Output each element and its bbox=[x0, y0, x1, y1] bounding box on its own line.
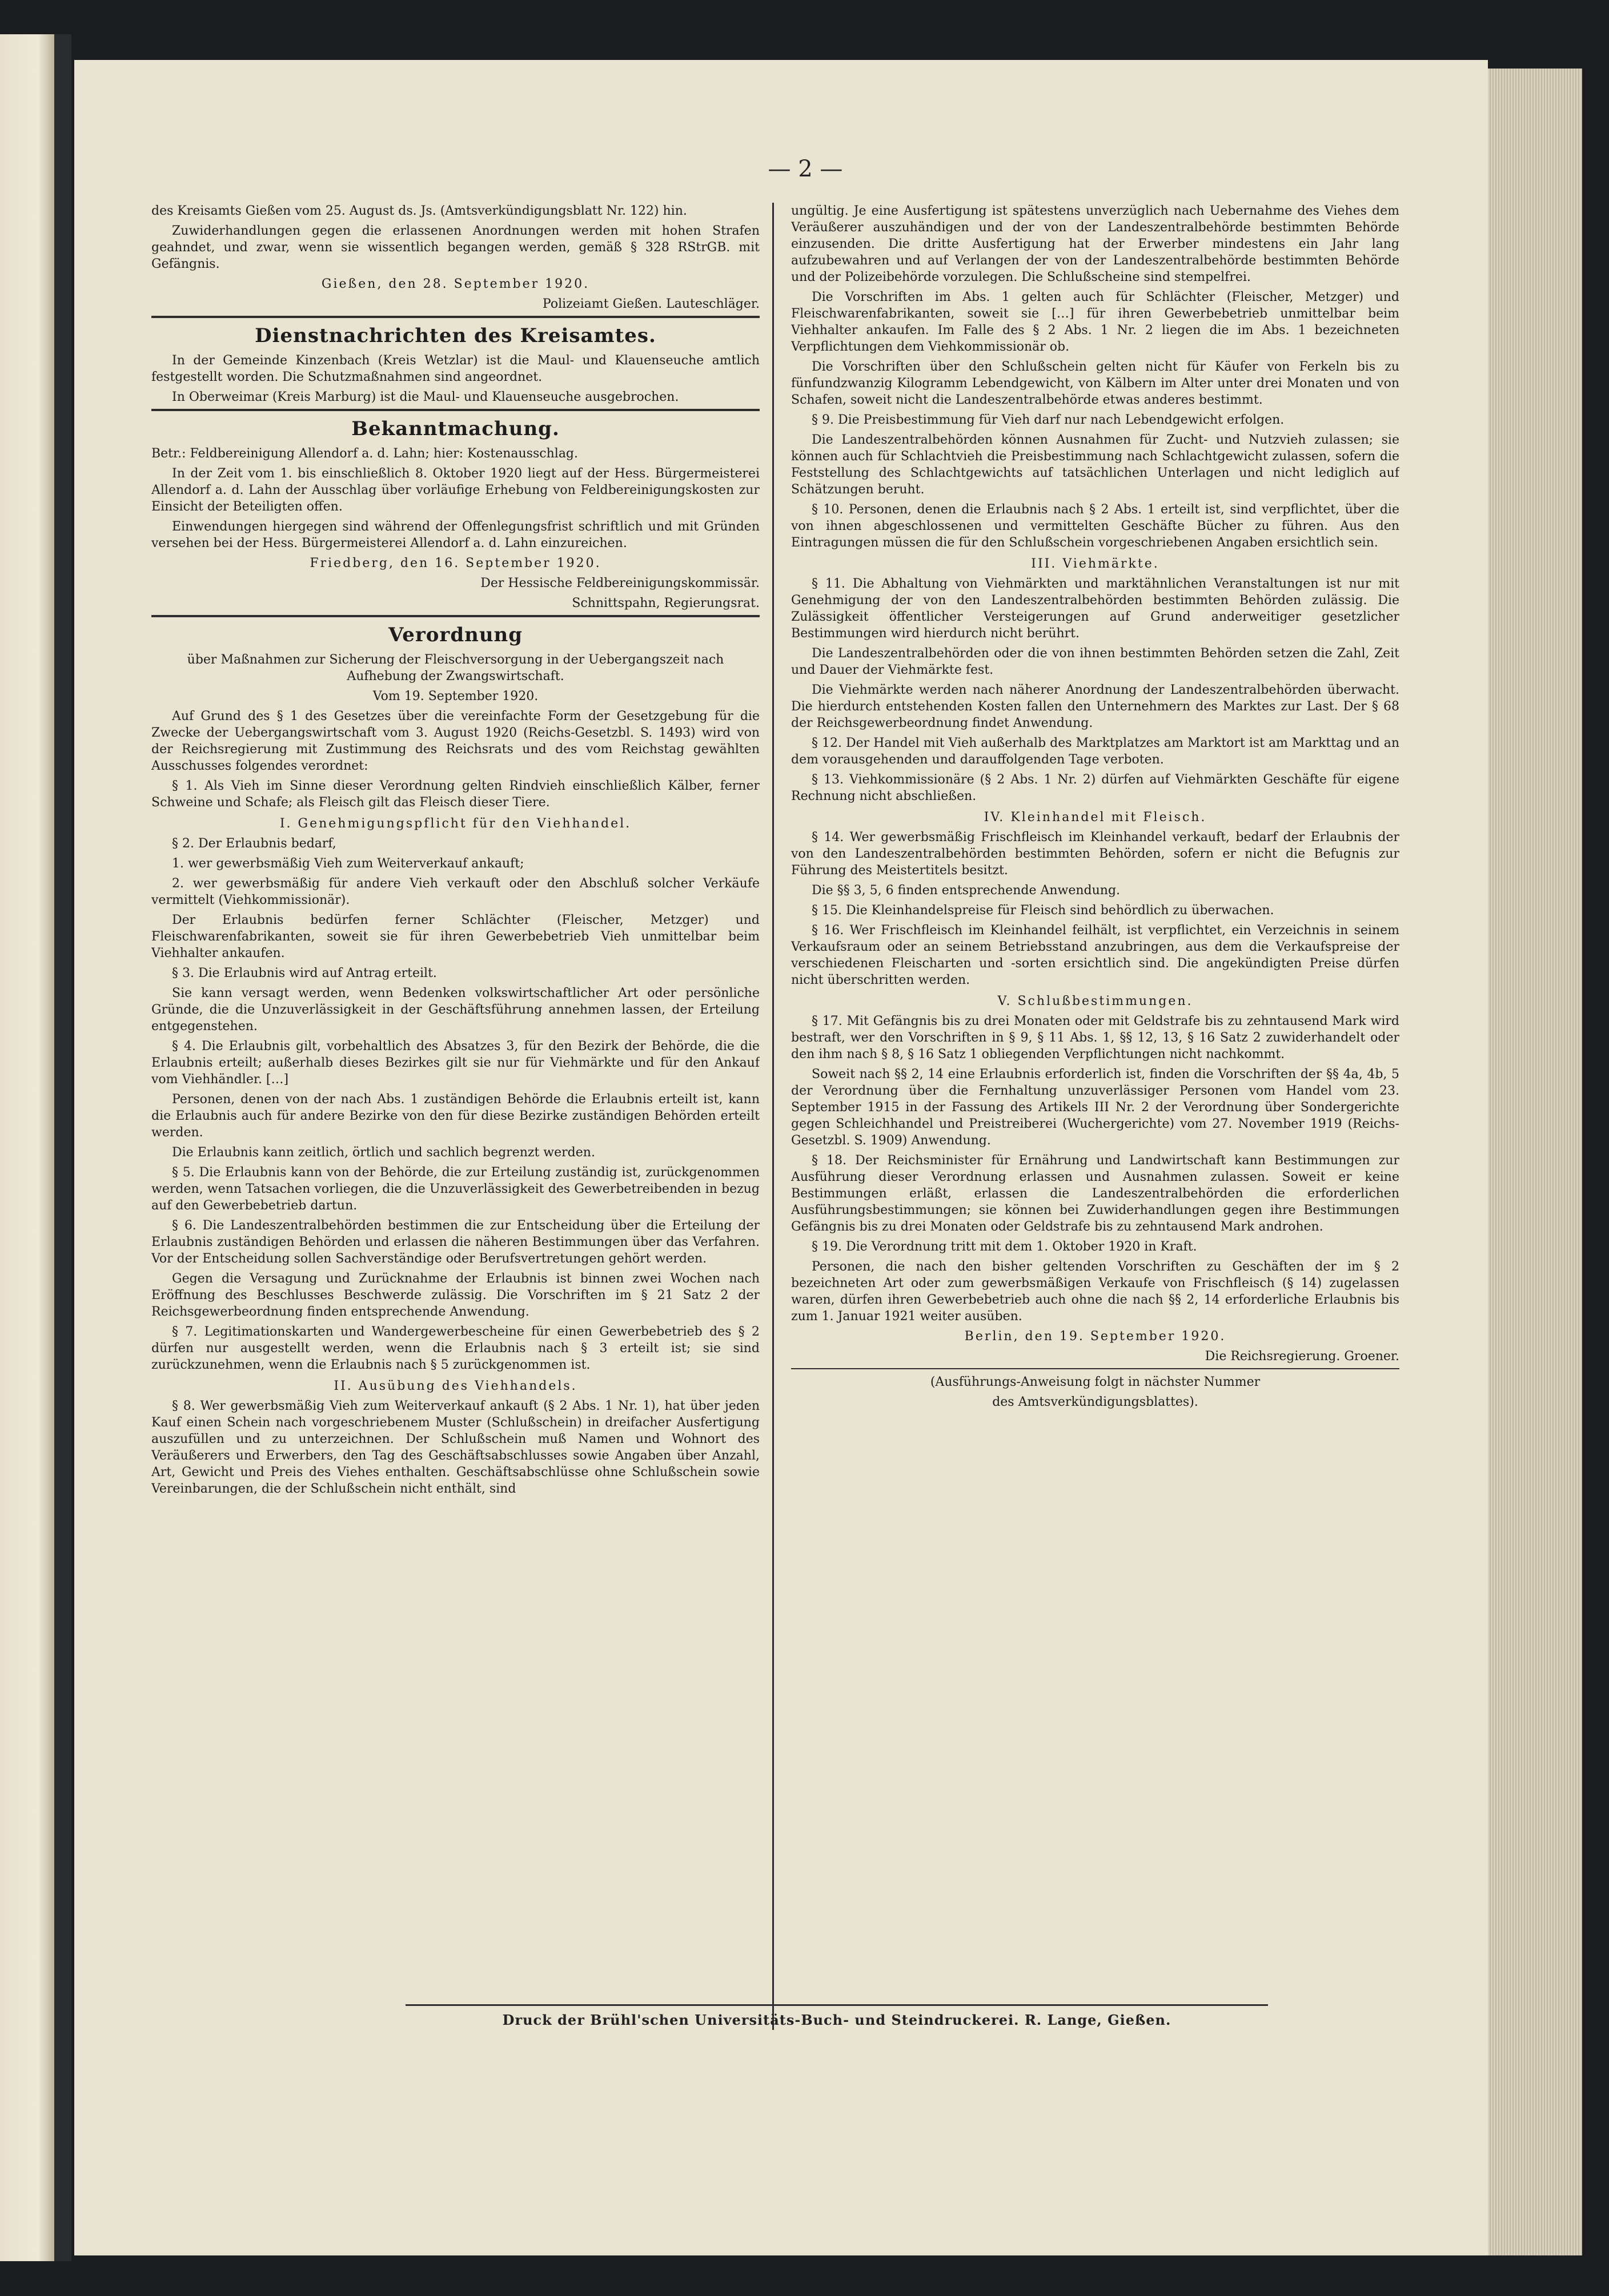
paragraph-11-cont: Die Viehmärkte werden nach näherer Anordnung der Landeszentralbehörden überwacht. Die hierdurch entstehenden Kosten fallen den Unternehmern des Marktes zur Last. Der § 68 der Reichsgewerbeordnung findet Anwendung. bbox=[791, 683, 1399, 730]
left-column bbox=[151, 203, 760, 2007]
paragraph-11-cont: Die Landeszentralbehörden oder die von ihnen bestimmten Behörden setzen die Zahl, Zeit und Dauer der Viehmärkte fest. bbox=[791, 646, 1399, 677]
paragraph-19: § 19. Die Verordnung tritt mit dem 1. Oktober 1920 in Kraft. bbox=[812, 1240, 1197, 1254]
dienst-paragraph: In Oberweimar (Kreis Marburg) ist die Maul- und Klauenseuche ausgebrochen. bbox=[172, 390, 679, 404]
bekanntmachung-paragraph: In der Zeit vom 1. bis einschließlich 8. Oktober 1920 liegt auf der Hess. Bürgermeisterei Allendorf a. d. Lahn der Ausschlag über vorläufige Erhebung von Feldbereinigungskosten zur Einsicht der Beteiligten offen. bbox=[151, 467, 760, 514]
paragraph-7: § 7. Legitimationskarten und Wandergewerbescheine für einen Gewerbebetrieb des § 2 dürfen nur ausgestellt werden, wenn die Erlaubnis nach § 3 erteilt ist; sie sind zurückzunehmen, wenn die Erlaubnis nach § 5 zurückgenommen ist. bbox=[151, 1325, 760, 1372]
paragraph-1: § 1. Als Vieh im Sinne dieser Verordnung gelten Rindvieh einschließlich Kälber, ferner Schweine und Schafe; als Fleisch gilt das Fleisch dieser Tiere. bbox=[151, 779, 760, 810]
bekanntmachung-date: Friedberg, den 16. September 1920. bbox=[310, 556, 601, 570]
footer-rule bbox=[406, 2004, 1268, 2006]
intro-signature: Polizeiamt Gießen. Lauteschläger. bbox=[542, 297, 760, 311]
paragraph-8-cont: Die Vorschriften über den Schlußschein gelten nicht für Käufer von Ferkeln bis zu fünfundzwanzig Kilogramm Lebendgewicht, von Kälbern im Alter unter drei Monaten und von Schafen, soweit nicht die Landeszentralbehörde etwas anderes bestimmt. bbox=[791, 360, 1399, 407]
bekanntmachung-betreff: Betr.: Feldbereinigung Allendorf a. d. Lahn; hier: Kostenausschlag. bbox=[151, 447, 579, 461]
paragraph-2-item-2: 2. wer gewerbsmäßig für andere Vieh verkauft oder den Abschluß solcher Verkäufe vermittelt (Viehkommissionär). bbox=[151, 876, 760, 907]
part-heading-5: V. Schlußbestimmungen. bbox=[997, 994, 1193, 1008]
paragraph-2-item-1: 1. wer gewerbsmäßig Vieh zum Weiterverkauf ankauft; bbox=[172, 857, 524, 871]
paragraph-12: § 12. Der Handel mit Vieh außerhalb des Marktplatzes am Marktort ist am Markttag und an dem vorausgehenden und darauffolgenden Tage verboten. bbox=[791, 736, 1399, 767]
paragraph-17: § 17. Mit Gefängnis bis zu drei Monaten oder mit Geldstrafe bis zu zehntausend Mark wird bestraft, wer den Vorschriften in § 9, § 11 Abs. 1, §§ 12, 13, § 16 Satz 2 zuwiderhandelt oder den ihm nach § 8, § 16 Satz 1 obliegenden Verpflichtungen nicht nachkommt. bbox=[791, 1014, 1399, 1061]
paragraph-16: § 16. Wer Frischfleisch im Kleinhandel feilhält, ist verpflichtet, ein Verzeichnis in seinem Verkaufsraum oder an seinem Betriebsstand anzubringen, aus dem die Verkaufspreise der verschiedenen Fleischarten und -sorten ersichtlich sind. Die angekündigten Preise dürfen nicht überschritten werden. bbox=[791, 923, 1399, 987]
paragraph-2: § 2. Der Erlaubnis bedarf, bbox=[172, 837, 336, 851]
bekanntmachung-signature-office: Der Hessische Feldbereinigungskommissär. bbox=[480, 576, 760, 590]
paragraph-3-cont: Sie kann versagt werden, wenn Bedenken volkswirtschaftlicher Art oder persönliche Gründe, die die Unzuverlässigkeit in der Geschäftsführung annehmen lassen, der Erteilung entgegenstehen. bbox=[151, 986, 760, 1034]
verordnung-place-date: Berlin, den 19. September 1920. bbox=[964, 1329, 1226, 1344]
dienst-paragraph: In der Gemeinde Kinzenbach (Kreis Wetzlar) ist die Maul- und Klauenseuche amtlich festgestellt worden. Die Schutzmaßnahmen sind angeordnet. bbox=[151, 353, 760, 384]
dienst-heading: Dienstnachrichten des Kreisamtes. bbox=[255, 324, 656, 347]
paragraph-14-cont: Die §§ 3, 5, 6 finden entsprechende Anwendung. bbox=[812, 883, 1121, 898]
bekanntmachung-paragraph: Einwendungen hiergegen sind während der Offenlegungsfrist schriftlich und mit Gründen versehen bei der Hess. Bürgermeisterei Allendorf a. d. Lahn einzureichen. bbox=[151, 520, 760, 550]
part-heading-3: III. Viehmärkte. bbox=[1031, 557, 1159, 571]
part-heading-1: I. Genehmigungspflicht für den Viehhandel. bbox=[279, 817, 632, 831]
paragraph-3: § 3. Die Erlaubnis wird auf Antrag erteilt. bbox=[172, 966, 437, 980]
page-stack-edge bbox=[1485, 69, 1582, 2255]
bekanntmachung-heading: Bekanntmachung. bbox=[351, 417, 560, 440]
note-rule bbox=[791, 1368, 1399, 1369]
verordnung-heading: Verordnung bbox=[388, 624, 523, 646]
paragraph-11: § 11. Die Abhaltung von Viehmärkten und marktähnlichen Veranstaltungen ist nur mit Genehmigung der von den Landeszentralbehörden bestimmten Behörden zulässig. Die Zulässigkeit öffentlicher Versteigerungen auf Grund anderweitiger gesetzlicher Bestimmungen wird hierdurch nicht berührt. bbox=[791, 577, 1399, 641]
verordnung-preamble: Auf Grund des § 1 des Gesetzes über die vereinfachte Form der Gesetzgebung für die Zwecke der Uebergangswirtschaft vom 3. August 1920 (Reichs-Gesetzbl. S. 1493) wird von der Reichsregierung mit Zustimmung des Reichsrats und des vom Reichstag gewählten Ausschusses folgendes verordnet: bbox=[151, 709, 760, 773]
facing-page-edge bbox=[0, 34, 54, 2261]
bekanntmachung-signature-name: Schnittspahn, Regierungsrat. bbox=[572, 596, 760, 610]
verordnung-signature: Die Reichsregierung. Groener. bbox=[1205, 1349, 1399, 1364]
verordnung-date: Vom 19. September 1920. bbox=[372, 689, 539, 703]
column-divider bbox=[772, 203, 774, 2030]
part-heading-4: IV. Kleinhandel mit Fleisch. bbox=[984, 810, 1207, 825]
section-rule bbox=[151, 615, 760, 617]
paragraph-4-cont: Die Erlaubnis kann zeitlich, örtlich und sachlich begrenzt werden. bbox=[172, 1145, 595, 1160]
paragraph-19-cont: Personen, die nach den bisher geltenden Vorschriften zu Geschäften der im § 2 bezeichneten Art oder zum gewerbsmäßigen Verkaufe von Frischfleisch (§ 14) zugelassen waren, dürfen ihren Gewerbebetrieb auch ohne die nach §§ 2, 14 erforderliche Erlaubnis bis zum 1. Januar 1921 weiter ausüben. bbox=[791, 1260, 1399, 1324]
printer-imprint: Druck der Brühl'schen Universitäts-Buch- und Steindruckerei. R. Lange, Gießen. bbox=[502, 2012, 1171, 2028]
paragraph-8: § 8. Wer gewerbsmäßig Vieh zum Weiterverkauf ankauft (§ 2 Abs. 1 Nr. 1), hat über jeden Kauf einen Schein nach vorgeschriebenem Muster (Schlußschein) in dreifacher Ausfertigung auszufüllen und zu unterzeichnen. Der Schlußschein muß Namen und Wohnort des Veräußerers und Erwerbers, den Tag des Geschäftsabschlusses sowie Angaben über Anzahl, Art, Gewicht und Preis des Viehes enthalten. Geschäftsabschlüsse ohne Schlußschein sowie Vereinbarungen, die der Schlußschein nicht enthält, sind bbox=[151, 1399, 760, 1496]
paragraph-10: § 10. Personen, denen die Erlaubnis nach § 2 Abs. 1 erteilt ist, sind verpflichtet, über die von ihnen abgeschlossenen und vermittelten Geschäfte Bücher zu führen. Aus den Eintragungen müssen die für den Schlußschein vorgeschriebenen Angaben ersichtlich sein. bbox=[791, 502, 1399, 550]
paragraph-9: § 9. Die Preisbestimmung für Vieh darf nur nach Lebendgewicht erfolgen. bbox=[812, 413, 1285, 427]
page-number: — 2 — bbox=[768, 156, 843, 182]
paragraph-9-cont: Die Landeszentralbehörden können Ausnahmen für Zucht- und Nutzvieh zulassen; sie können auch für Schlachtvieh die Preisbestimmung nach Schlachtgewicht zulassen, sofern die Feststellung des Schlachtgewichts auf tatsächlichen Unterlagen und nicht lediglich auf Schätzungen beruht. bbox=[791, 433, 1399, 497]
book-binding bbox=[54, 34, 71, 2261]
paragraph-4: § 4. Die Erlaubnis gilt, vorbehaltlich des Absatzes 3, für den Bezirk der Behörde, die die Erlaubnis erteilt; außerhalb dieses Bezirkes gilt sie nur für Viehmärkte und für den Ankauf vom Viehhändler. […] bbox=[151, 1039, 760, 1087]
part-heading-2: II. Ausübung des Viehhandels. bbox=[334, 1379, 577, 1393]
intro-line: Zuwiderhandlungen gegen die erlassenen Anordnungen werden mit hohen Strafen geahndet, und zwar, wenn sie wissentlich begangen werden, gemäß § 328 RStrGB. mit Gefängnis. bbox=[151, 224, 760, 271]
paragraph-6: § 6. Die Landeszentralbehörden bestimmen die zur Entscheidung über die Erteilung der Erlaubnis zuständigen Behörden und erlassen die näheren Bestimmungen über das Verfahren. Vor der Entscheidung sollen Sachverständige oder Berufsvertretungen gehört werden. bbox=[151, 1219, 760, 1266]
paragraph-8-cont: Die Vorschriften im Abs. 1 gelten auch für Schlächter (Fleischer, Metzger) und Fleischwarenfabrikanten, soweit sie […] für ihren Gewerbebetrieb unmittelbar beim Viehhalter ankaufen. Im Falle des § 2 Abs. 1 Nr. 2 liegen die im Abs. 1 bezeichneten Verpflichtungen dem Viehkommissionär ob. bbox=[791, 290, 1399, 354]
paragraph-8-cont: ungültig. Je eine Ausfertigung ist spätestens unverzüglich nach Uebernahme des Viehes dem Veräußerer auszuhändigen und der von der Landeszentralbehörde bestimmten Behörde einzusenden. Die dritte Ausfertigung hat der Erwerber mindestens ein Jahr lang aufzubewahren und auf Verlangen der von der Landeszentralbehörde bestimmten Behörde und der Polizeibehörde vorzulegen. Die Schlußscheine sind stempelfrei. bbox=[791, 204, 1399, 284]
paragraph-17-cont: Soweit nach §§ 2, 14 eine Erlaubnis erforderlich ist, finden die Vorschriften der §§ 4a, 4b, 5 der Verordnung über die Fernhaltung unzuverlässiger Personen vom Handel vom 23. September 1915 in der Fassung des Artikels III Nr. 2 der Verordnung über Sondergerichte gegen Schleichhandel und Preistreiberei (Wuchergerichte) vom 27. November 1919 (Reichs-Gesetzbl. S. 1909) Anwendung. bbox=[791, 1067, 1399, 1148]
paragraph-18: § 18. Der Reichsminister für Ernährung und Landwirtschaft kann Bestimmungen zur Ausführung dieser Verordnung erlassen und Ausnahmen zulassen. Soweit er keine Bestimmungen erläßt, erlassen die Landeszentralbehörden die erforderlichen Ausführungsbestimmungen; sie können bei Zuwiderhandlungen gegen ihre Bestimmungen Gefängnis bis zu drei Monaten oder Geldstrafe bis zu zehntausend Mark androhen. bbox=[791, 1153, 1399, 1234]
section-rule bbox=[151, 409, 760, 411]
verordnung-subtitle: über Maßnahmen zur Sicherung der Fleischversorgung in der Uebergangszeit nach Aufhebung der Zwangswirtschaft. bbox=[187, 653, 724, 683]
note-line: (Ausführungs-Anweisung folgt in nächster Nummer bbox=[930, 1375, 1261, 1389]
paragraph-6-cont: Gegen die Versagung und Zurücknahme der Erlaubnis ist binnen zwei Wochen nach Eröffnung des Beschlusses Beschwerde zulässig. Die Vorschriften im § 21 Satz 2 der Reichsgewerbeordnung finden entsprechende Anwendung. bbox=[151, 1272, 760, 1319]
paragraph-15: § 15. Die Kleinhandelspreise für Fleisch sind behördlich zu überwachen. bbox=[812, 903, 1274, 918]
paragraph-14: § 14. Wer gewerbsmäßig Frischfleisch im Kleinhandel verkauft, bedarf der Erlaubnis der von den Landeszentralbehörden bestimmten Behörden, sofern er nicht die Befugnis zur Führung des Meistertitels besitzt. bbox=[791, 830, 1399, 878]
right-column bbox=[791, 203, 1399, 2007]
intro-line: des Kreisamts Gießen vom 25. August ds. Js. (Amtsverkündigungsblatt Nr. 122) hin. bbox=[151, 204, 687, 218]
document-page bbox=[74, 60, 1488, 2255]
paragraph-2-addendum: Der Erlaubnis bedürfen ferner Schlächter (Fleischer, Metzger) und Fleischwarenfabrikanten, soweit sie für ihren Gewerbebetrieb Vieh unmittelbar beim Viehhalter ankaufen. bbox=[151, 913, 760, 960]
section-rule bbox=[151, 316, 760, 318]
intro-date: Gießen, den 28. September 1920. bbox=[321, 277, 590, 291]
paragraph-13: § 13. Viehkommissionäre (§ 2 Abs. 1 Nr. 2) dürfen auf Viehmärkten Geschäfte für eigene Rechnung nicht abschließen. bbox=[791, 773, 1399, 803]
paragraph-5: § 5. Die Erlaubnis kann von der Behörde, die zur Erteilung zuständig ist, zurückgenommen werden, wenn Tatsachen vorliegen, die die Unzuverlässigkeit des Gewerbetreibenden in bezug auf den Gewerbebetrieb dartun. bbox=[151, 1165, 760, 1213]
paragraph-4-cont: Personen, denen von der nach Abs. 1 zuständigen Behörde die Erlaubnis erteilt ist, kann die Erlaubnis auch für andere Bezirke von den für diese Bezirke zuständigen Behörden erteilt werden. bbox=[151, 1092, 760, 1140]
note-line: des Amtsverkündigungsblattes). bbox=[992, 1395, 1198, 1409]
